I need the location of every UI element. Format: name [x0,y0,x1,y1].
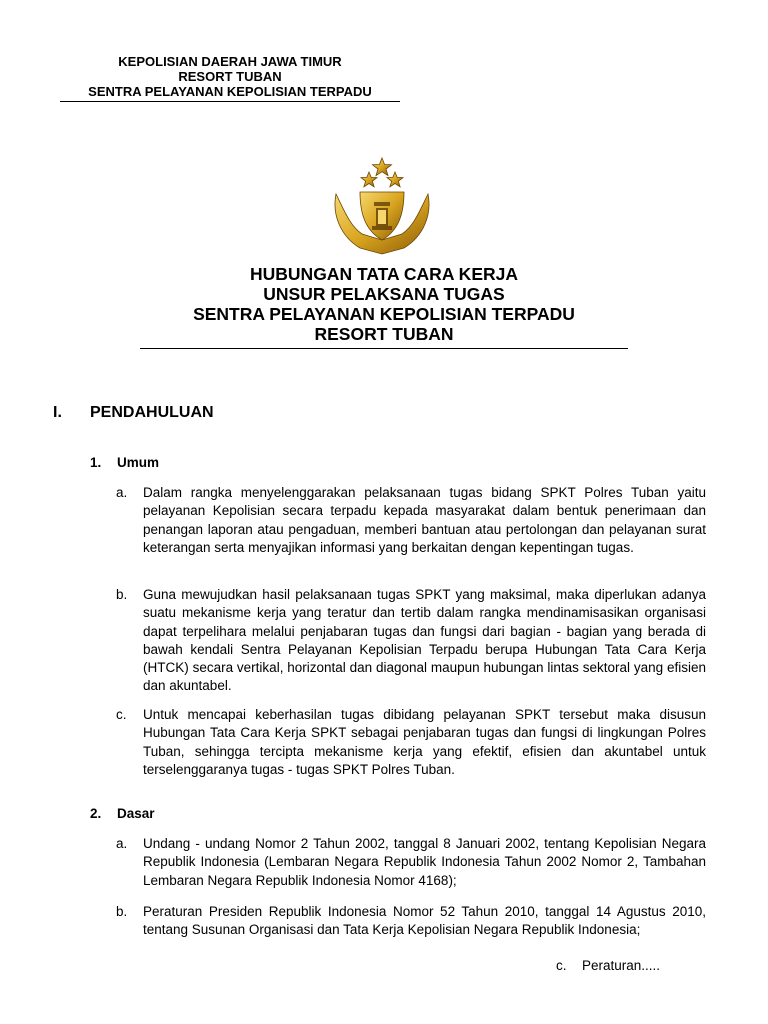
section-heading-text: PENDAHULUAN [90,404,214,421]
list-item-marker: b. [116,904,128,919]
page-continuation [556,958,660,973]
section-number: I. [53,404,62,421]
police-emblem-icon [322,156,442,256]
list-item-marker: a. [116,836,128,851]
subsection-heading-text: Umum [117,455,160,470]
continuation-text: Peraturan..... [582,958,661,973]
continuation-marker: c. [556,958,567,973]
list-item-marker: b. [116,587,128,602]
letterhead [60,54,400,102]
letterhead-line-3: SENTRA PELAYANAN KEPOLISIAN TERPADU [88,84,372,99]
subsection-number: 1. [90,455,102,470]
subsection-heading-dasar [90,806,155,821]
subsection-number: 2. [90,806,102,821]
letterhead-line-1: KEPOLISIAN DAERAH JAWA TIMUR [118,54,342,69]
section-heading [53,404,214,422]
title-line-2: UNSUR PELAKSANA TUGAS [263,284,505,304]
list-item-text: Guna mewujudkan hasil pelaksanaan tugas SPKT yang maksimal, maka diperlukan adanya suatu mekanisme kerja yang teratur dan tertib dalam rangka mendinamisasikan organisasi dapat terpelihara melalui penjabaran tugas dan fungsi dari bagian - bagian yang berada di bawah kendali Sentra Pelayanan Kepolisian Terpadu berupa Hubungan Tata Cara Kerja (HTCK) secara vertikal, horizontal dan diagonal maupun hubungan lintas sektoral yang efisien dan akuntabel. [143,587,706,694]
title-line-1: HUBUNGAN TATA CARA KERJA [250,264,518,284]
subsection-heading-umum [90,455,159,470]
subsection-heading-text: Dasar [117,806,155,821]
list-item-text: Untuk mencapai keberhasilan tugas dibidang pelayanan SPKT tersebut maka disusun Hubungan Tata Cara Kerja SPKT sebagai penjabaran tugas dan fungsi di lingkungan Polres Tuban, sehingga tercipta mekanisme kerja yang efektif, efisien dan akuntabel untuk terselenggaranya tugas - tugas SPKT Polres Tuban. [143,707,706,777]
title-divider [140,348,628,349]
letterhead-divider [60,101,400,102]
list-item-text: Dalam rangka menyelenggarakan pelaksanaan tugas bidang SPKT Polres Tuban yaitu pelayanan Kepolisian secara terpadu kepada masyarakat dalam bentuk penerimaan dan penangan laporan atau pengaduan, memberi bantuan atau pertolongan dan pelayanan surat keterangan serta menyajikan informasi yang berkaitan dengan kepentingan tugas. [143,485,706,555]
document-title [140,264,628,349]
list-item-text: Undang - undang Nomor 2 Tahun 2002, tanggal 8 Januari 2002, tentang Kepolisian Negara Republik Indonesia (Lembaran Negara Republik Indonesia Tahun 2002 Nomor 2, Tambahan Lembaran Negara Republik Indonesia Nomor 4168); [143,836,706,888]
title-line-3: SENTRA PELAYANAN KEPOLISIAN TERPADU [193,304,575,324]
title-line-4: RESORT TUBAN [314,324,454,344]
list-item-text: Peraturan Presiden Republik Indonesia Nomor 52 Tahun 2010, tanggal 14 Agustus 2010, tentang Susunan Organisasi dan Tata Kerja Kepolisian Negara Republik Indonesia; [143,904,706,938]
list-item-marker: a. [116,485,128,500]
letterhead-line-2: RESORT TUBAN [178,69,282,84]
list-item-marker: c. [116,707,127,722]
